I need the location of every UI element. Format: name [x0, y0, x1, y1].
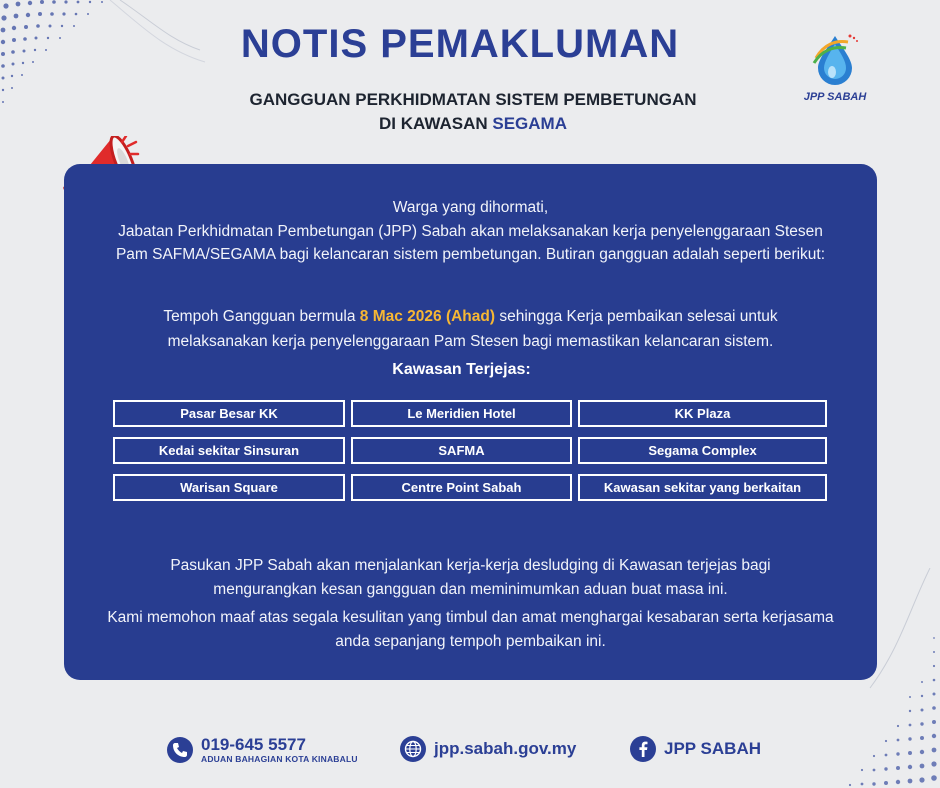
- area-cell: Centre Point Sabah: [351, 474, 572, 501]
- area-cell: Segama Complex: [578, 437, 827, 464]
- area-cell: SAFMA: [351, 437, 572, 464]
- subtitle-highlight: SEGAMA: [492, 114, 567, 133]
- period-prefix: Tempoh Gangguan bermula: [163, 308, 360, 325]
- page-title: NOTIS PEMAKLUMAN: [240, 22, 680, 66]
- phone-icon: [167, 737, 193, 763]
- facebook-icon: [630, 736, 656, 762]
- area-cell: Le Meridien Hotel: [351, 400, 572, 427]
- area-cell: Kawasan sekitar yang berkaitan: [578, 474, 827, 501]
- water-drop-logo-icon: [810, 30, 860, 86]
- greeting-text: Warga yang dihormati,: [392, 199, 549, 216]
- facebook-text: JPP SABAH: [664, 739, 761, 758]
- footer-phone[interactable]: [167, 736, 358, 764]
- subtitle-prefix: DI KAWASAN: [379, 114, 493, 133]
- footer-website[interactable]: [400, 736, 576, 762]
- phone-caption: ADUAN BAHAGIAN KOTA KINABALU: [201, 754, 358, 764]
- intro-text: Jabatan Perkhidmatan Pembetungan (JPP) Sabah akan melaksanakan kerja penyelenggaraan Stesen Pam SAFMA/SEGAMA bagi kelancaran sistem pembetungan. Butiran gangguan adalah seperti berikut:: [115, 222, 826, 263]
- footer-facebook[interactable]: [630, 736, 761, 762]
- globe-icon: [400, 736, 426, 762]
- period-date: 8 Mac 2026 (Ahad): [359, 308, 496, 325]
- logo-text: JPP SABAH: [803, 91, 867, 103]
- period-paragraph: [64, 304, 877, 354]
- page-subtitle: [0, 88, 940, 136]
- notice-card: [64, 164, 877, 680]
- subtitle-line-1: GANGGUAN PERKHIDMATAN SISTEM PEMBETUNGAN: [249, 90, 697, 109]
- closing-paragraph-2: Kami memohon maaf atas segala kesulitan yang timbul dan amat menghargai kesabaran serta kerjasama anda sepanjang tempoh pembaikan ini.: [107, 609, 834, 650]
- area-cell: Pasar Besar KK: [113, 400, 345, 427]
- website-text: jpp.sabah.gov.my: [434, 739, 577, 758]
- phone-text-group: [201, 736, 358, 764]
- area-cell: Kedai sekitar Sinsuran: [113, 437, 345, 464]
- affected-areas-heading: Kawasan Terjejas:: [392, 361, 531, 378]
- phone-number: 019-645 5577: [201, 735, 306, 754]
- period-line-1: [64, 304, 877, 329]
- intro-paragraph: [64, 196, 877, 267]
- area-cell: Warisan Square: [113, 474, 345, 501]
- jpp-logo: [800, 30, 870, 103]
- area-cell: KK Plaza: [578, 400, 827, 427]
- period-line-2: melaksanakan kerja penyelenggaraan Pam Stesen bagi memastikan kelancaran sistem.: [167, 333, 774, 350]
- subtitle-line-2: [0, 112, 940, 136]
- period-suffix: sehingga Kerja pembaikan selesai untuk: [495, 308, 778, 325]
- closing-paragraph-1: Pasukan JPP Sabah akan menjalankan kerja-kerja desludging di Kawasan terjejas bagi mengurangkan kesan gangguan dan meminimumkan aduan buat masa ini.: [170, 557, 771, 598]
